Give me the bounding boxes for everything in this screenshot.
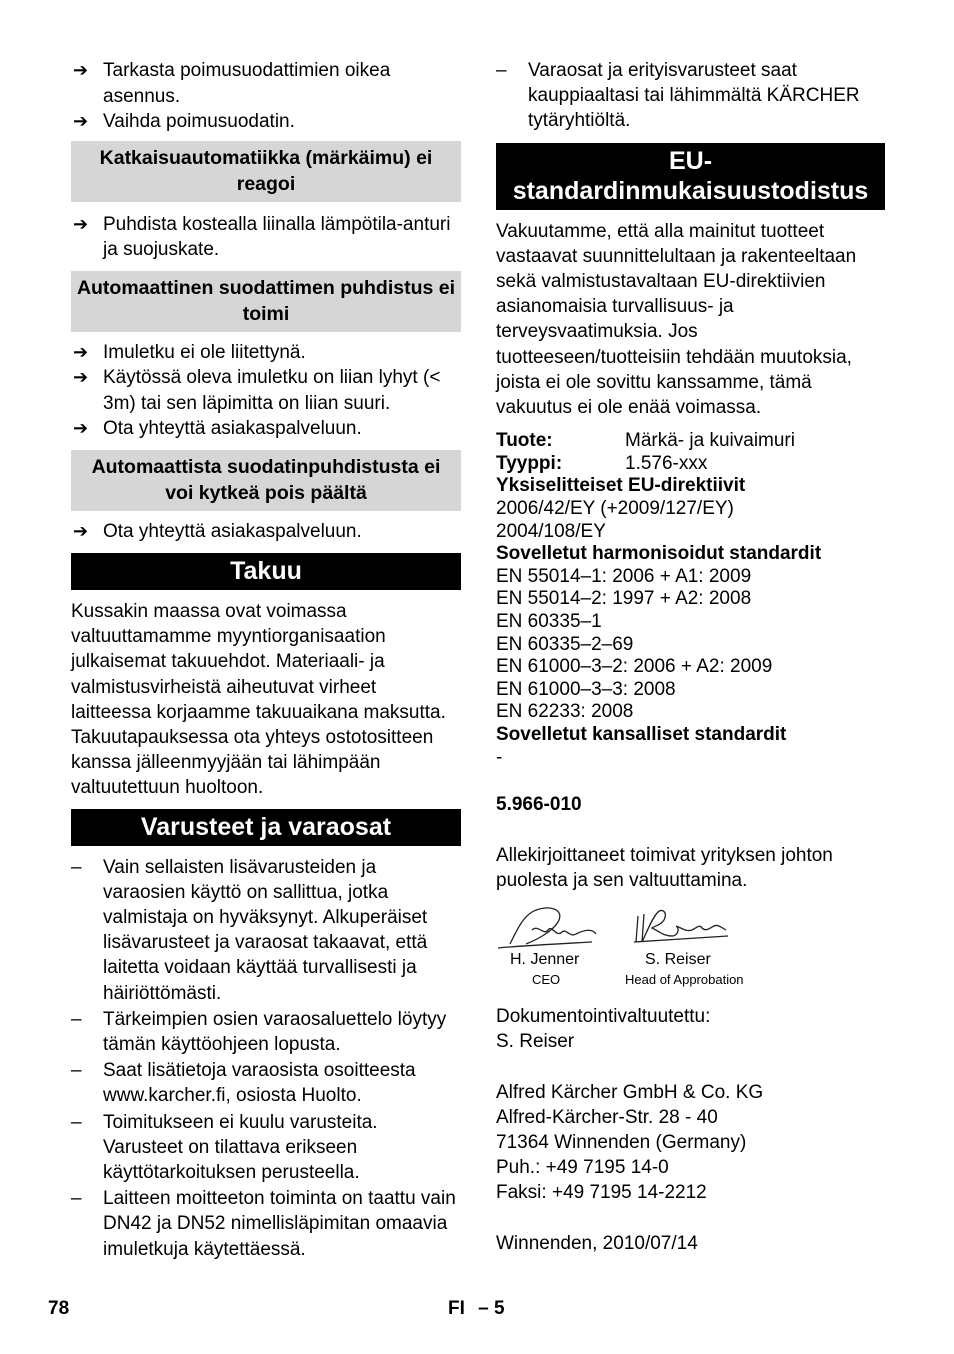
signer-role: CEO bbox=[532, 972, 561, 988]
standard-line: EN 55014–2: 1997 + A2: 2008 bbox=[496, 588, 752, 610]
signer-role: Head of Approbation bbox=[625, 972, 744, 988]
arrow-icon: ➔ bbox=[73, 341, 89, 362]
company-address bbox=[496, 1080, 885, 1206]
section-heading: Automaattinen suodattimen puhdistus ei toimi bbox=[71, 271, 461, 332]
section-heading: Katkaisuautomatiikka (märkäimu) ei reagoi bbox=[71, 141, 461, 202]
list-item-text: Tarkasta poimusuodattimien oikea asennus. bbox=[103, 60, 391, 107]
standard-line: EN 60335–1 bbox=[496, 610, 602, 632]
spec-label: Tyyppi: bbox=[496, 452, 563, 474]
spec-row-product bbox=[496, 430, 885, 453]
page-number: 78 bbox=[48, 1298, 70, 1319]
list-item-text: Ota yhteyttä asiakaspalveluun. bbox=[103, 520, 362, 542]
standard-line: EN 61000–3–2: 2006 + A2: 2009 bbox=[496, 656, 773, 678]
product-spec bbox=[496, 430, 885, 769]
list-item-text: Ota yhteyttä asiakaspalveluun. bbox=[103, 418, 362, 439]
list-item-text: Vaihda poimusuodatin. bbox=[103, 111, 295, 132]
spec-row-type bbox=[496, 453, 885, 476]
list-item bbox=[71, 855, 461, 1006]
list-item-text: Tärkeimpien osien varaosaluettelo löytyy tämän käyttöohjeen lopusta. bbox=[103, 1008, 447, 1056]
section-title-takuu: Takuu bbox=[71, 553, 461, 590]
list-item bbox=[71, 519, 461, 545]
list-item-text: Puhdista kostealla liinalla lämpötila-anturi ja suojuskate. bbox=[103, 213, 451, 260]
spec-value: Märkä- ja kuivaimuri bbox=[625, 430, 795, 452]
harmonised-heading: Sovelletut harmonisoidut standardit bbox=[496, 543, 822, 565]
standard-line: EN 61000–3–3: 2008 bbox=[496, 678, 676, 700]
list-item-text: Varaosat ja erityisvarusteet saat kauppiaaltasi tai lähimmältä KÄRCHER tytäryhtiöltä. bbox=[528, 60, 860, 132]
signature-block bbox=[496, 904, 885, 992]
signer-name: H. Jenner bbox=[510, 951, 580, 969]
standard-line: EN 55014–1: 2006 + A1: 2009 bbox=[496, 565, 752, 587]
list-item bbox=[496, 58, 885, 134]
section-title-eu: EU-standardinmukaisuustodistus bbox=[496, 143, 885, 210]
address-line: Alfred Kärcher GmbH & Co. KG bbox=[496, 1081, 764, 1103]
list-item-text: Käytössä oleva imuletku on liian lyhyt (< 3m) tai sen läpimitta on liian suuri. bbox=[103, 367, 441, 414]
address-line: Faksi: +49 7195 14-2212 bbox=[496, 1182, 707, 1204]
dash-icon: – bbox=[71, 856, 82, 878]
footer-section bbox=[448, 1298, 505, 1320]
list-item bbox=[71, 109, 461, 135]
right-column bbox=[496, 58, 885, 1256]
national-heading: Sovelletut kansalliset standardit bbox=[496, 723, 787, 745]
standard-line: EN 62233: 2008 bbox=[496, 701, 634, 723]
standard-line: EN 60335–2–69 bbox=[496, 633, 634, 655]
documentation-person: S. Reiser bbox=[496, 1031, 575, 1053]
address-line: Alfred-Kärcher-Str. 28 - 40 bbox=[496, 1106, 718, 1128]
arrow-icon: ➔ bbox=[73, 367, 89, 387]
document-number: 5.966-010 bbox=[496, 794, 582, 816]
list-item bbox=[71, 1007, 461, 1057]
list-item-text: Imuletku ei ole liitettynä. bbox=[103, 341, 306, 363]
dash-icon: – bbox=[496, 60, 507, 81]
section-title-varusteet: Varusteet ja varaosat bbox=[71, 809, 461, 846]
arrow-icon: ➔ bbox=[73, 418, 89, 438]
arrow-icon: ➔ bbox=[73, 111, 89, 131]
left-column bbox=[71, 58, 461, 1262]
directive-line: 2006/42/EY (+2009/127/EY) bbox=[496, 498, 734, 520]
dash-icon: – bbox=[71, 1188, 82, 1210]
section-heading: Automaattista suodatinpuhdistusta ei voi kytkeä pois päältä bbox=[71, 450, 461, 511]
list-item bbox=[71, 1110, 461, 1186]
arrow-icon: ➔ bbox=[73, 520, 89, 541]
signers-paragraph: Allekirjoittaneet toimivat yrityksen johton puolesta ja sen valtuuttamina. bbox=[496, 844, 833, 891]
list-item bbox=[71, 58, 461, 109]
directive-line: 2004/108/EY bbox=[496, 520, 606, 542]
national-value: - bbox=[496, 746, 503, 768]
arrow-icon: ➔ bbox=[73, 60, 89, 80]
footer-section-number: – 5 bbox=[478, 1298, 505, 1319]
dash-icon: – bbox=[71, 1008, 82, 1030]
footer-lang: FI bbox=[448, 1298, 465, 1319]
list-item-text: Vain sellaisten lisävarusteiden ja varaosien käyttö on sallittua, jotka valmistaja on hyväksynyt. Alkuperäiset lisävarusteet ja varaosat takaavat, että laitetta voidaan käyttää turvallisesti ja häiriöttömästi. bbox=[103, 856, 428, 1004]
list-item bbox=[71, 365, 461, 416]
dash-icon: – bbox=[71, 1111, 82, 1133]
list-item bbox=[71, 1058, 461, 1108]
arrow-icon: ➔ bbox=[73, 213, 89, 234]
list-item bbox=[71, 212, 461, 263]
list-item-text: Saat lisätietoja varaosista osoitteesta www.karcher.fi, osiosta Huolto. bbox=[103, 1060, 416, 1107]
signer-name: S. Reiser bbox=[645, 951, 711, 969]
spec-label: Tuote: bbox=[496, 430, 553, 452]
directives-heading: Yksiselitteiset EU-direktiivit bbox=[496, 475, 746, 497]
dash-icon: – bbox=[71, 1060, 82, 1082]
list-item-text: Laitteen moitteeton toiminta on taattu vain DN42 ja DN52 nimellisläpimitan omaavia imuletkuja käytettäessä. bbox=[103, 1188, 456, 1260]
address-line: Puh.: +49 7195 14-0 bbox=[496, 1157, 669, 1179]
eu-intro-paragraph: Vakuutamme, että alla mainitut tuotteet vastaavat suunnittelultaan ja rakenteeltaan sekä valmistustavaltaan EU-direktiivien asianomaisia turvallisuus- ja terveysvaatimuksia. Jos tuotteeseen/tuotteisiin tehdään muutoksia, joista ei ole sovittu kanssamme, tämä vakuutus ei ole enää voimassa. bbox=[496, 220, 857, 419]
list-item-text: Toimitukseen ei kuulu varusteita. Varusteet on tilattava erikseen käyttötarkoituksen perusteella. bbox=[103, 1111, 378, 1184]
spec-value: 1.576-xxx bbox=[625, 452, 708, 474]
documentation-label: Dokumentointivaltuutettu: bbox=[496, 1006, 711, 1028]
place-date: Winnenden, 2010/07/14 bbox=[496, 1232, 698, 1254]
list-item bbox=[71, 1186, 461, 1262]
list-item bbox=[71, 340, 461, 366]
list-item bbox=[71, 416, 461, 442]
address-line: 71364 Winnenden (Germany) bbox=[496, 1131, 747, 1153]
takuu-paragraph: Kussakin maassa ovat voimassa valtuuttamamme myyntiorganisaation julkaisemat takuuehdot. Materiaali- ja valmistusvirheistä aiheutuvat virheet laitteessa korjaamme takuuaikana maksutta. Takuutapauksessa ota yhteys ostotositteen kanssa jälleenmyyjään tai lähimpään valtuutettuun huoltoon. bbox=[71, 601, 446, 799]
